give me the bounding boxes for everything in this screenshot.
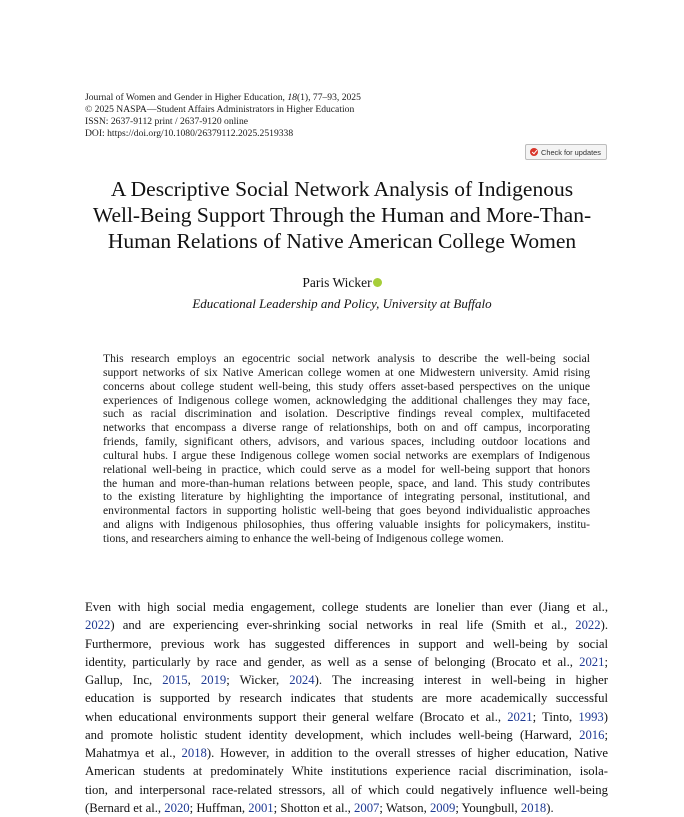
citation-link[interactable]: 2021 [579,654,605,669]
citation-link[interactable]: 2022 [85,618,111,633]
journal-metadata [85,92,505,140]
title-line: A Descriptive Social Network Analysis of Indigenous [110,177,574,201]
body-text-segment: education is supported by research indicates that students are more academically successful [85,691,608,706]
body-line [85,799,608,817]
abstract-line: and aligns with Indigenous philosophies, thus offering valuable insights for policymakers, institu- [103,518,590,532]
citation-link[interactable]: 2018 [181,746,207,760]
citation-link[interactable]: 2018 [520,800,547,815]
citation-link[interactable]: 2022 [575,618,601,633]
body-text-segment: ). However, in addition to the overall stresses of higher education, Native [206,746,608,760]
journal-citation: Journal of Women and Gender in Higher Education, 18(1), 77–93, 2025 [85,92,361,103]
body-line [85,708,608,726]
body-text-segment: Mahatmya et al., [85,746,182,760]
body-line [85,635,608,653]
body-text-segment: ). The increasing interest in well-being in higher [314,673,609,687]
body-line [85,744,608,762]
body-text-segment: Gallup, Inc, [85,673,163,687]
body-text-segment: ). [546,800,554,815]
citation-link[interactable]: 2020 [164,800,190,815]
orcid-icon[interactable] [373,278,382,287]
citation-link[interactable]: 2001 [248,800,274,815]
abstract-line: concerns about college student well-being, this study offers asset-based perspectives on the unique [103,379,590,393]
check-updates-icon [530,148,538,156]
title-line: Well-Being Support Through the Human and More-Than- [92,203,592,227]
body-line [85,653,608,671]
body-line [85,598,608,616]
journal-doi[interactable]: DOI: https://doi.org/10.1080/26379112.2025.2519338 [85,128,294,139]
body-text-segment: identity, particularly by race and gender, as well as a sense of belonging (Brocato et al., [85,654,580,669]
citation-link[interactable]: 2007 [354,800,380,815]
check-updates-label: Check for updates [541,147,601,157]
citation-link[interactable]: 2019 [200,673,227,687]
body-text-segment: ; Wicker, [226,673,290,687]
body-text-segment: (Bernard et al., [85,800,165,815]
body-line [85,689,608,707]
body-text-segment: ) [603,709,608,724]
abstract-line: such as racial discrimination and isolation. Descriptive findings reveal complex, multifaceted [103,407,590,421]
body-text-segment: ; Youngbull, [455,800,521,815]
abstract-line: This research employs an egocentric social network analysis to describe the well-being social [103,352,590,365]
body-text-segment: ) and are experiencing ever-shrinking social networks in real life (Smith et al., [110,618,576,633]
citation-link[interactable]: 2024 [289,673,315,687]
journal-issn: ISSN: 2637-9112 print / 2637-9120 online [85,116,248,127]
body-paragraph [85,598,608,817]
body-text-segment: ). [600,618,608,633]
body-line [85,616,608,634]
abstract-line: tions, and researchers aiming to enhance the well-being of Indigenous college women. [103,531,504,545]
body-text-segment: American students at predominately White institutions experience racial discrimination, isola- [85,764,608,779]
body-line [85,762,608,780]
citation-link[interactable]: 2009 [429,800,456,815]
body-text-segment: Furthermore, previous work has suggested differences in support and well-being by social [85,636,608,651]
author-name: Paris Wicker [302,275,372,290]
citation-link[interactable]: 2021 [507,709,533,724]
abstract-line: to the existing literature by highlighting the importance of integrating personal, institutional, and [103,490,590,504]
citation-link[interactable]: 2016 [579,727,605,742]
paper-title [60,176,624,254]
body-text-segment: tion, and interpersonal race-related stressors, all of which could negatively influence well-being [85,782,608,797]
author-affiliation: Educational Leadership and Policy, University at Buffalo [192,296,492,311]
body-text-segment: and promote holistic student identity development, which includes well-being (Harward, [85,727,580,742]
journal-volume: 18 [287,92,297,103]
body-text-segment: Even with high social media engagement, college students are lonelier than ever (Jiang et al., [85,600,608,614]
check-for-updates-button[interactable] [525,144,607,160]
citation-link[interactable]: 1993 [578,709,604,724]
body-line [85,781,608,799]
abstract-line: environmental factors in supporting holistic well-being that goes beyond individualistic approaches [103,504,590,518]
body-text-segment: , [187,673,201,687]
abstract-line: networks that encompass a diverse range of relationships, both on and off campus, incorporating [103,421,590,435]
abstract-line: support networks of six Native American college women at one Midwestern university. Amid rising [103,365,590,379]
abstract-line: experiences of Indigenous college women, acknowledging the additional challenges they may face, [103,393,590,407]
citation-link[interactable]: 2015 [162,673,188,687]
body-text-segment: ; [604,727,608,742]
abstract-line: the human and more-than-human relations between people, space, and land. This study contributes [103,476,590,490]
body-text-segment: ; [604,654,608,669]
journal-copyright: © 2025 NASPA—Student Affairs Administrators in Higher Education [85,104,355,115]
body-line [85,726,608,744]
body-text-segment: ; Shotton et al., [273,800,354,815]
body-text-segment: ; Huffman, [189,800,249,815]
abstract-line: cultural hubs. I argue these Indigenous college women social networks are exemplars of Indigenous [103,448,590,462]
author-line [0,275,684,291]
body-text-segment: ; Watson, [379,800,430,815]
abstract-line: relational well-being in practice, which could serve as a model for well-being support that honors [103,462,590,476]
abstract [103,352,590,546]
abstract-line: friends, family, significant others, advisors, and various spaces, including outdoor locations and [103,435,590,449]
body-text-segment: ; Tinto, [532,709,579,724]
title-line: Human Relations of Native American College Women [107,229,577,253]
body-line [85,671,608,689]
body-text-segment: when educational environments support their general welfare (Brocato et al., [85,709,508,724]
